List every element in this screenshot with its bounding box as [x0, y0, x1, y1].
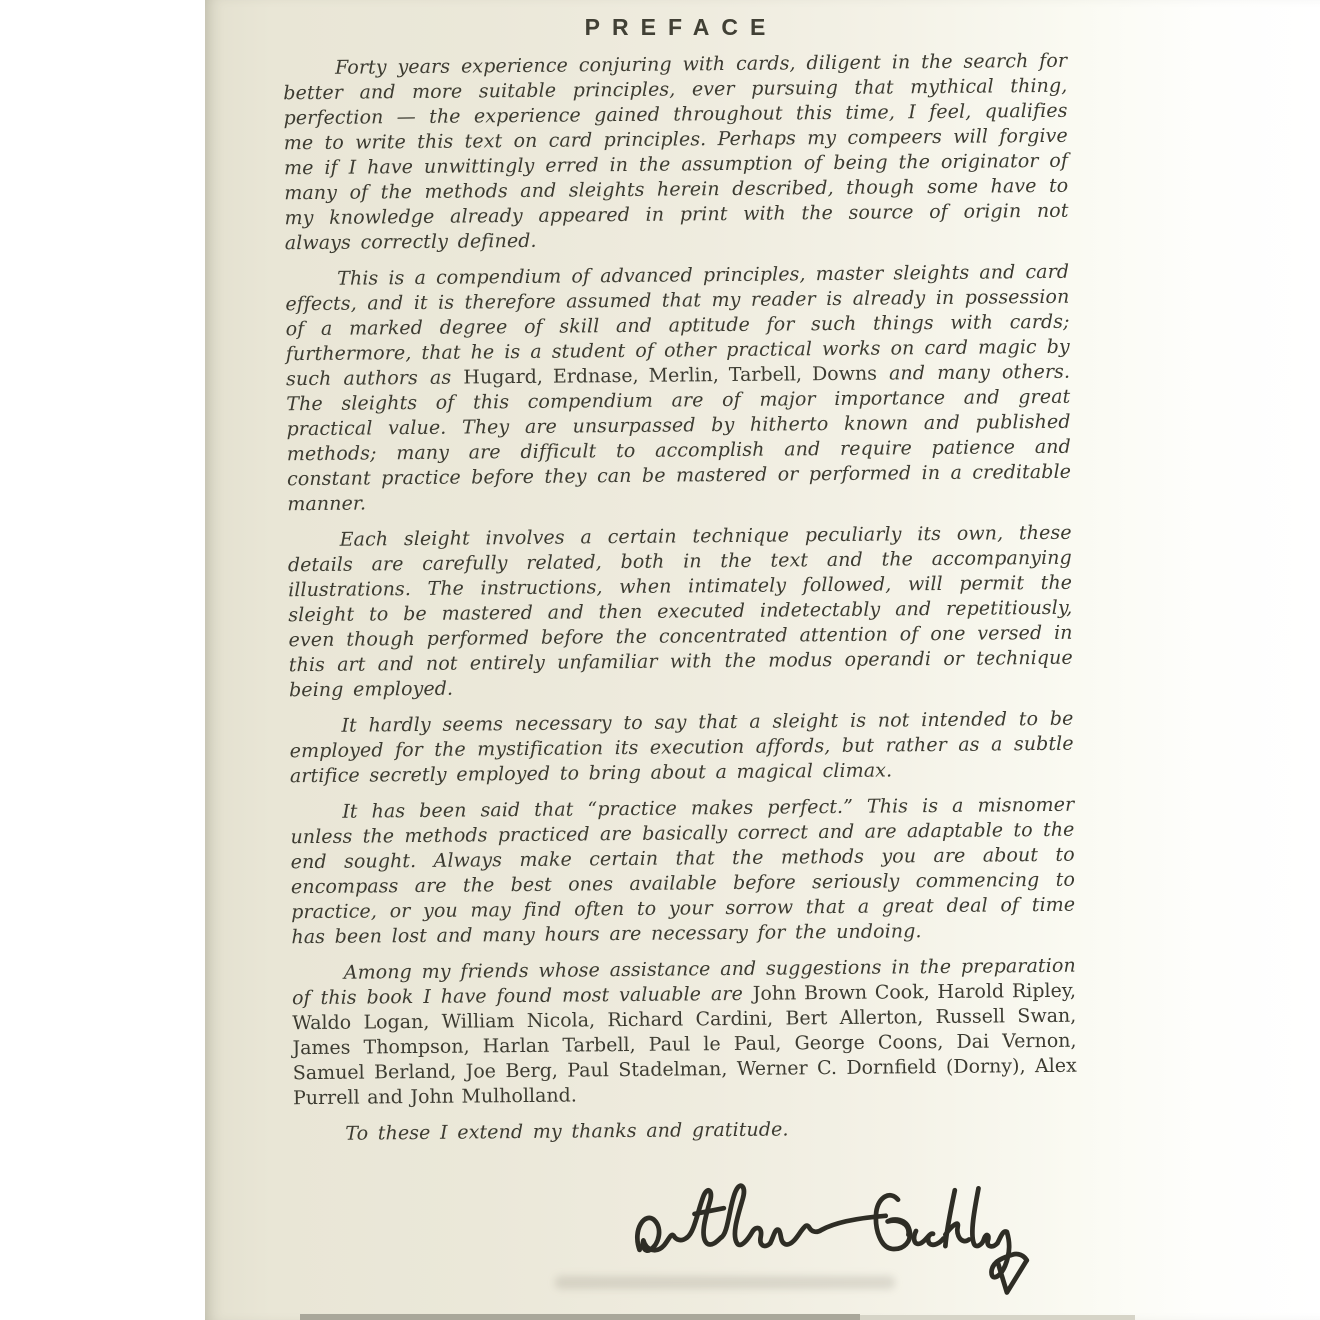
- text-segment-italic: Forty years experience conjuring with cards, diligent in the search for better and more suitable principles, ever pursuing that mythical thing, perfection — the experience gained throughout this time, I feel, qualifies me to write this text on card principles. Perhaps my compeers will forgive me if I have unwittingly erred in the assumption of being the originator of many of the methods and sleights herein described, though some have to my knowledge already appeared in print with the source of origin not always correctly defined.: [283, 49, 1069, 255]
- preface-paragraph: [290, 793, 1075, 951]
- preface-paragraph: [293, 1115, 1077, 1148]
- preface-paragraph: [285, 260, 1071, 518]
- text-segment-italic: Each sleight involves a certain technique peculiarly its own, these details are carefully related, both in the text and the accompanying illustrations. The instructions, when intimately followed, will permit the sleight to be mastered and then executed indetectably and repetitiously, even though performed before the concentrated attention of one versed in this art and not entirely unfamiliar with the modus operandi or technique being employed.: [287, 521, 1073, 702]
- next-page-edge-faint: [860, 1315, 1135, 1320]
- page-content: [283, 0, 1077, 1301]
- text-segment-italic: It hardly seems necessary to say that a sleight is not intended to be employed for the mystification its execution affords, but rather as a subtle artifice secretly employed to bring about a magical climax.: [289, 707, 1074, 788]
- page-title: PREFACE: [584, 14, 778, 40]
- next-page-edge: [300, 1314, 860, 1320]
- preface-paragraph: [288, 521, 1074, 704]
- text-segment-italic: Among my friends whose assistance and suggestions in the preparation of this book I have found most valuable are: [291, 954, 1076, 1010]
- preface-paragraph: [289, 707, 1074, 790]
- text-segment-italic: and many others. The sleights of this compendium are of major importance and great practical value. They are unsurpassed by hitherto known and published methods; many are difficult to accomplish and require patience and constant practice before they can be mastered or performed in a creditable manner.: [286, 360, 1072, 516]
- book-page: [205, 0, 1320, 1320]
- preface-paragraph: [283, 49, 1069, 257]
- text-segment-roman: Hugard, Erdnase, Merlin, Tarbell, Downs: [463, 362, 878, 389]
- preface-body: [283, 49, 1077, 1147]
- text-segment-roman: John Brown Cook, Harold Ripley, Waldo Logan, William Nicola, Richard Cardini, Bert Allerton, Russell Swan, James Thompson, Harlan Tarbell, Paul le Paul, George Coons, Dai Vernon, Samuel Berland, Joe Berg, Paul Stadelman, Werner C. Dornfield (Dorny), Alex Purrell and John Mulholland.: [292, 979, 1077, 1110]
- ink-showthrough: [555, 1276, 895, 1289]
- text-segment-italic: This is a compendium of advanced principles, master sleights and card effects, and it is therefore assumed that my reader is already in possession of a marked degree of skill and aptitude for such things with cards; furthermore, that he is a student of other practical works on card magic by such authors as: [285, 260, 1070, 391]
- text-segment-italic: To these I extend my thanks and gratitude.: [345, 1118, 789, 1145]
- text-segment-italic: It has been said that “practice makes perfect.” This is a misnomer unless the methods practiced are basically correct and are adaptable to the end sought. Always make certain that the methods you are about to encompass are the best ones available before seriously commencing to practice, or you may find often to your sorrow that a great deal of time has been lost and many hours are necessary for the undoing.: [290, 793, 1076, 949]
- preface-paragraph: [292, 954, 1077, 1112]
